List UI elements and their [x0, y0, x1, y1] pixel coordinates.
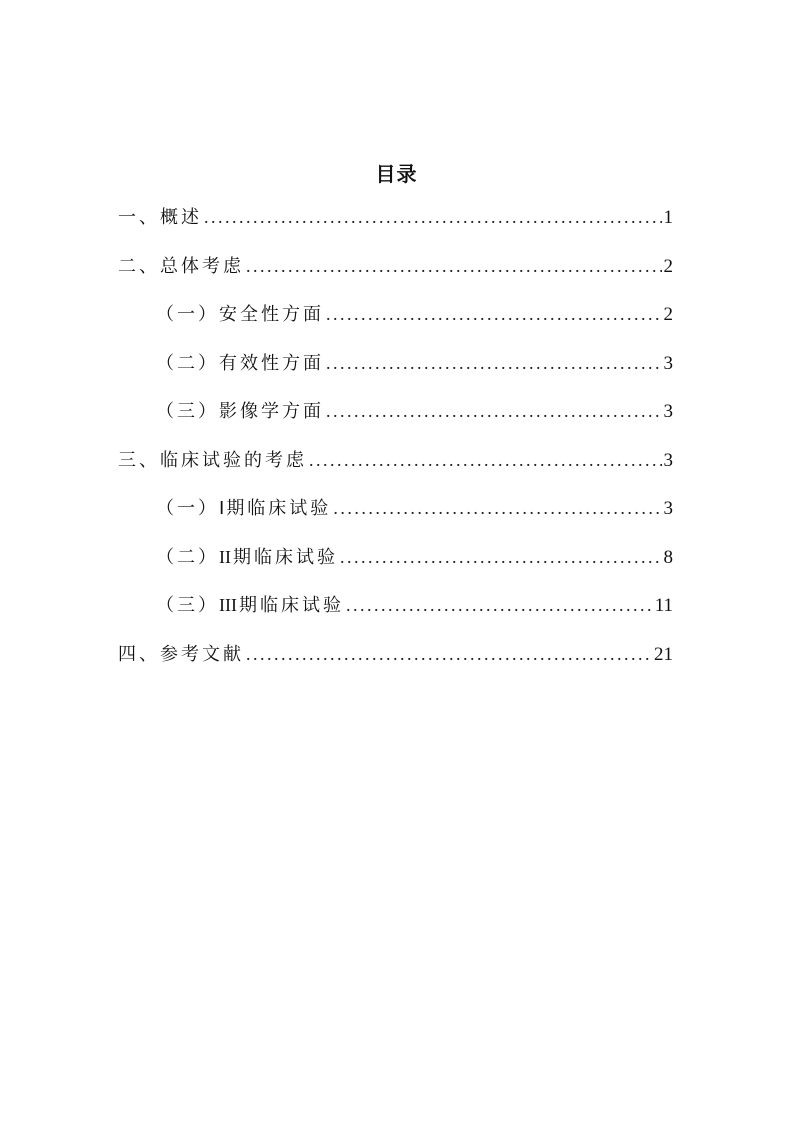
toc-entry-references[interactable] [118, 639, 673, 688]
toc-entry-label [156, 493, 331, 524]
toc-entry-label [156, 542, 338, 573]
toc-entry-phase-1-trial[interactable] [118, 493, 673, 542]
toc-dot-leader [326, 299, 662, 329]
toc-entry-label: （三）影像学方面 [156, 401, 324, 422]
toc-entry-page-number: 2 [663, 304, 673, 325]
toc-entry-label: 一、概述 [118, 207, 202, 228]
toc-entry-label: 二、总体考虑 [118, 255, 244, 277]
toc-title: 目录 [375, 162, 418, 186]
toc-entry-label [156, 590, 344, 621]
toc-dot-leader [340, 542, 662, 572]
toc-entry-page-number: 3 [663, 352, 673, 374]
toc-entry-page-number: 3 [663, 401, 673, 422]
toc-entry-overview[interactable] [118, 202, 673, 251]
toc-dot-leader [326, 396, 662, 426]
toc-entry-label-prefix: （一） [156, 498, 219, 519]
toc-entry-efficacy[interactable] [118, 348, 673, 397]
toc-dot-leader [246, 639, 652, 669]
toc-dot-leader [246, 251, 662, 281]
toc-dot-leader [326, 348, 662, 378]
toc-entry-phase-2-trial[interactable] [118, 542, 673, 591]
toc-entry-page-number: 3 [663, 498, 673, 519]
toc-entry-label-prefix: （二） [156, 546, 219, 568]
toc-entry-phase-3-trial[interactable] [118, 590, 673, 639]
toc-dot-leader [333, 493, 661, 523]
toc-entry-page-number: 8 [663, 546, 673, 568]
toc-entry-page-number: 3 [663, 449, 673, 471]
toc-dot-leader [346, 590, 653, 620]
toc-entry-clinical-trial-considerations[interactable] [118, 445, 673, 494]
toc-entry-general-considerations[interactable] [118, 251, 673, 300]
toc-entry-label: （二）有效性方面 [156, 352, 324, 374]
toc-entry-label-roman: II [219, 546, 231, 567]
toc-entry-label-suffix: 期临床试验 [238, 595, 344, 616]
toc-entry-label: （一）安全性方面 [156, 304, 324, 325]
toc-list [118, 202, 673, 687]
toc-entry-page-number: 11 [654, 595, 673, 616]
toc-entry-label: 四、参考文献 [118, 643, 244, 665]
toc-entry-label-suffix: 期临床试验 [233, 546, 338, 568]
toc-entry-label-prefix: （三） [156, 595, 219, 616]
toc-dot-leader [309, 445, 662, 475]
toc-entry-safety[interactable] [118, 299, 673, 348]
toc-entry-page-number: 2 [663, 255, 673, 277]
toc-entry-page-number: 1 [663, 207, 673, 228]
toc-entry-label-roman: Ⅰ [219, 498, 225, 518]
toc-entry-imaging[interactable] [118, 396, 673, 445]
toc-dot-leader [204, 202, 662, 232]
toc-entry-label: 三、临床试验的考虑 [118, 449, 307, 471]
toc-entry-label-roman: III [219, 595, 237, 615]
toc-entry-label-suffix: 期临床试验 [226, 498, 332, 519]
toc-entry-page-number: 21 [654, 643, 673, 665]
